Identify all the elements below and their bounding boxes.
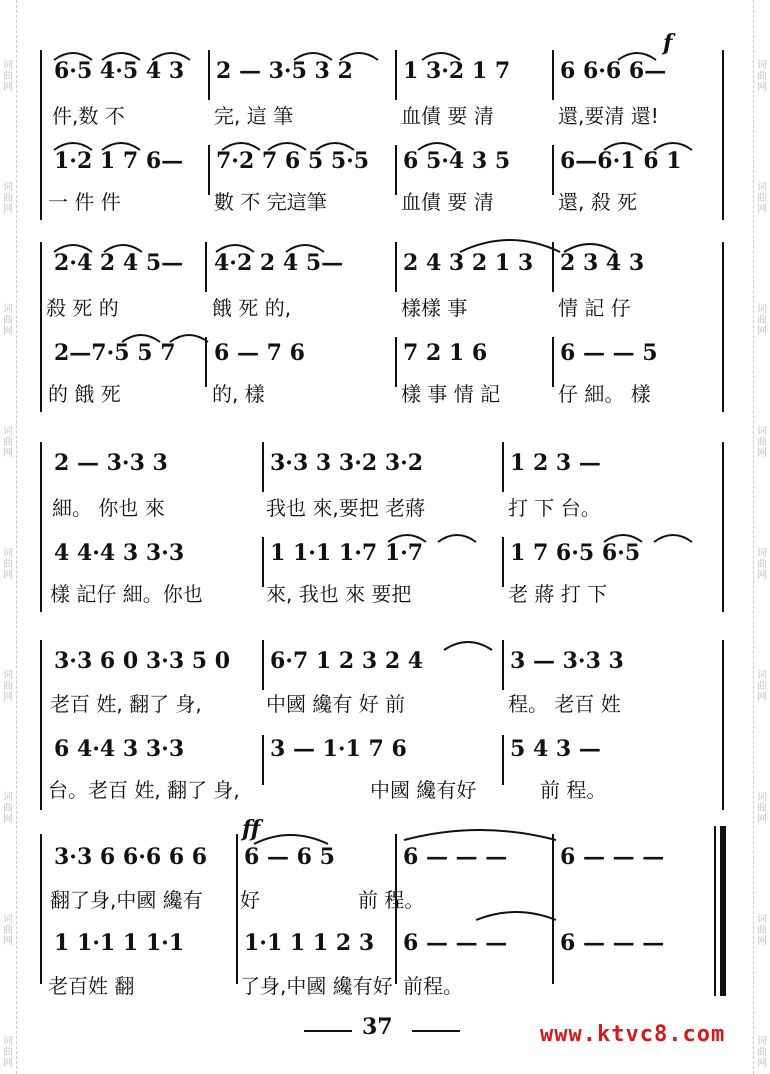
slur-marks xyxy=(40,432,730,622)
page-footer xyxy=(0,1012,770,1052)
margin-watermark: 词 曲 网 xyxy=(3,182,13,215)
measure-notes: 1·1 1 1 2 3 xyxy=(244,930,375,956)
margin-watermark: 词 曲 网 xyxy=(3,304,13,337)
lyric-line: 我也 來,要把 老蔣 xyxy=(266,496,426,520)
measure-notes: 6 — — — xyxy=(560,930,665,956)
measure-notes: 3·3 6 0 3·3 5 0 xyxy=(54,648,231,674)
measure-notes: 4·2 2 4 5— xyxy=(214,250,344,276)
lyric-line: 還, 殺 死 xyxy=(558,190,638,214)
lyric-line: 仔 細。 樣 xyxy=(558,382,651,406)
lyric-line: 來, 我也 來 要把 xyxy=(266,582,412,606)
lyric-line: 中國 纔有好 xyxy=(370,778,477,802)
measure-notes: 6 — — — xyxy=(403,930,508,956)
lyric-line: 老 蔣 打 下 xyxy=(508,582,608,606)
lyric-line: 前 程。 xyxy=(540,778,607,802)
site-watermark: www.ktvc8.com xyxy=(540,1022,726,1047)
measure-notes: 4 4·4 3 3·3 xyxy=(54,540,185,566)
margin-watermark: 词 曲 网 xyxy=(3,60,13,93)
dynamic-marking: f xyxy=(663,30,673,56)
margin-watermark: 词 曲 网 xyxy=(757,182,767,215)
measure-notes: 6 — — 5 xyxy=(560,340,658,366)
lyric-line: 血債 要 清 xyxy=(401,190,494,214)
measure-notes: 1 1·1 1 1·1 xyxy=(54,930,185,956)
footer-dash xyxy=(304,1030,352,1032)
lyric-line: 的, 樣 xyxy=(212,382,265,406)
lyric-line: 翻了身,中國 纔有 xyxy=(50,888,203,912)
margin-watermark: 词 曲 网 xyxy=(3,1036,13,1069)
measure-notes: 3 — 3·3 3 xyxy=(510,648,624,674)
margin-watermark: 词 曲 网 xyxy=(3,792,13,825)
margin-watermark: 词 曲 网 xyxy=(3,914,13,947)
measure-notes: 1·2 1 7 6— xyxy=(54,148,184,174)
footer-dash xyxy=(412,1030,460,1032)
lyric-line: 老百 姓, 翻了 身, xyxy=(50,692,202,716)
right-margin-strip xyxy=(753,0,770,1074)
measure-notes: 2—7·5 5 7 xyxy=(54,340,176,366)
dynamic-marking: ff xyxy=(242,816,261,842)
margin-watermark: 词 曲 网 xyxy=(757,914,767,947)
measure-notes: 7 2 1 6 xyxy=(403,340,488,366)
measure-notes: 3·3 6 6·6 6 6 xyxy=(54,844,208,870)
margin-watermark: 词 曲 网 xyxy=(757,426,767,459)
measure-notes: 3 — 1·1 7 6 xyxy=(270,736,407,762)
lyric-line: 樣 記仔 細。你也 xyxy=(50,582,203,606)
margin-watermark: 词 曲 网 xyxy=(3,548,13,581)
margin-watermark: 词 曲 网 xyxy=(3,426,13,459)
lyric-line: 前 程。 xyxy=(358,888,425,912)
measure-notes: 2 — 3·5 3 2 xyxy=(216,58,353,84)
measure-notes: 6 5·4 3 5 xyxy=(403,148,511,174)
lyric-line: 一 件 件 xyxy=(48,190,121,214)
margin-watermark: 词 曲 网 xyxy=(757,792,767,825)
lyric-line: 中國 纔有 好 前 xyxy=(266,692,406,716)
measure-notes: 3·3 3 3·2 3·2 xyxy=(270,450,424,476)
measure-notes: 6·5 4·5 4 3 xyxy=(54,58,185,84)
measure-notes: 2 4 3 2 1 3 xyxy=(403,250,534,276)
measure-notes: 1 1·1 1·7 1·7 xyxy=(270,540,424,566)
measure-notes: 6 6·6 6— xyxy=(560,58,667,84)
measure-notes: 5 4 3 — xyxy=(510,736,601,762)
slur-marks xyxy=(40,232,730,422)
lyric-line: 樣 事 情 記 xyxy=(401,382,501,406)
measure-notes: 6 4·4 3 3·3 xyxy=(54,736,185,762)
measure-notes: 2 — 3·3 3 xyxy=(54,450,168,476)
lyric-line: 老百姓 翻 xyxy=(48,974,135,998)
lyric-line: 的 餓 死 xyxy=(48,382,121,406)
left-margin-strip xyxy=(0,0,17,1074)
measure-notes: 2 3 4 3 xyxy=(560,250,645,276)
lyric-line: 餓 死 的, xyxy=(212,296,292,320)
page-number: 37 xyxy=(362,1014,393,1040)
measure-notes: 7·2 7 6 5 5·5 xyxy=(216,148,370,174)
lyric-line: 打 下 台。 xyxy=(508,496,601,520)
lyric-line: 還,要清 還! xyxy=(558,104,659,128)
slur-marks xyxy=(40,824,730,1014)
slur-marks xyxy=(40,40,730,230)
lyric-line: 殺 死 的 xyxy=(46,296,119,320)
lyric-line: 好 xyxy=(240,888,260,912)
measure-notes: 1 7 6·5 6·5 xyxy=(510,540,641,566)
lyric-line: 台。老百 姓, 翻了 身, xyxy=(48,778,240,802)
lyric-line: 樣樣 事 xyxy=(401,296,468,320)
measure-notes: 6 — — — xyxy=(560,844,665,870)
measure-notes: 2·4 2 4 5— xyxy=(54,250,184,276)
measure-notes: 6—6·1 6 1 xyxy=(560,148,682,174)
lyric-line: 前程。 xyxy=(403,974,463,998)
margin-watermark: 词 曲 网 xyxy=(757,1036,767,1069)
measure-notes: 6 — 6 5 xyxy=(244,844,335,870)
margin-watermark: 词 曲 网 xyxy=(3,670,13,703)
lyric-line: 程。 老百 姓 xyxy=(508,692,621,716)
lyric-line: 了身,中國 纔有好 xyxy=(240,974,393,998)
lyric-line: 血債 要 清 xyxy=(401,104,494,128)
margin-watermark: 词 曲 网 xyxy=(757,60,767,93)
measure-notes: 1 3·2 1 7 xyxy=(403,58,511,84)
lyric-line: 細。 你也 來 xyxy=(52,496,165,520)
measure-notes: 6 — 7 6 xyxy=(214,340,305,366)
margin-watermark: 词 曲 网 xyxy=(757,548,767,581)
lyric-line: 數 不 完這筆 xyxy=(214,190,327,214)
measure-notes: 1 2 3 — xyxy=(510,450,601,476)
measure-notes: 6·7 1 2 3 2 4 xyxy=(270,648,424,674)
lyric-line: 完, 這 筆 xyxy=(214,104,294,128)
lyric-line: 情 記 仔 xyxy=(558,296,631,320)
slur-marks xyxy=(40,630,730,820)
lyric-line: 件,数 不 xyxy=(52,104,125,128)
margin-watermark: 词 曲 网 xyxy=(757,670,767,703)
margin-watermark: 词 曲 网 xyxy=(757,304,767,337)
measure-notes: 6 — — — xyxy=(403,844,508,870)
